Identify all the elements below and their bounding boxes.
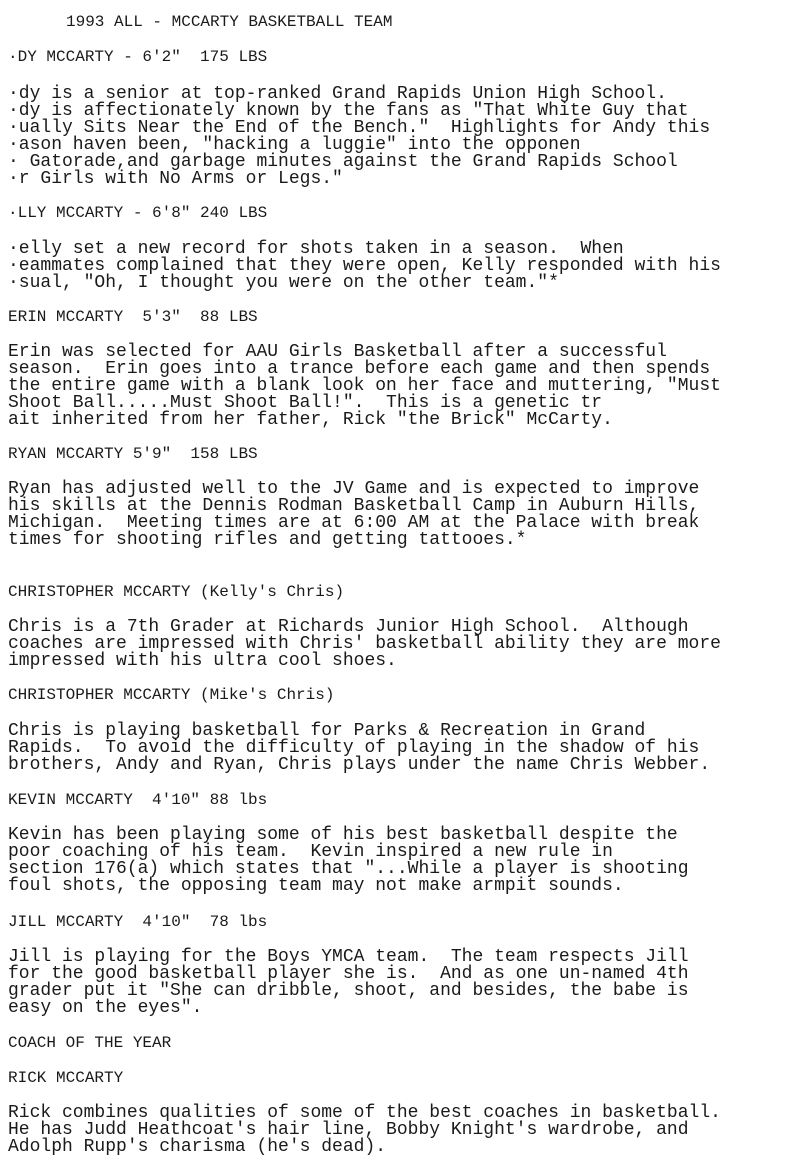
paragraph-line: ait inherited from her father, Rick "the Brick" McCarty. bbox=[8, 410, 613, 430]
paragraph-line: ·ason haven been, "hacking a luggie" into the opponen bbox=[8, 135, 581, 155]
paragraph-line: Chris is a 7th Grader at Richards Junior High School. Although bbox=[8, 617, 689, 637]
section-heading: RICK MCCARTY bbox=[8, 1069, 124, 1087]
paragraph-line: Erin was selected for AAU Girls Basketball after a successful bbox=[8, 342, 667, 362]
section-heading: ·DY MCCARTY - 6'2" 175 LBS bbox=[8, 48, 268, 66]
paragraph-line: poor coaching of his team. Kevin inspired a new rule in bbox=[8, 842, 613, 862]
paragraph-line: Rick combines qualities of some of the best coaches in basketball. bbox=[8, 1103, 721, 1123]
paragraph-line: ·dy is a senior at top-ranked Grand Rapids Union High School. bbox=[8, 84, 667, 104]
paragraph-line: the entire game with a blank look on her face and muttering, "Must bbox=[8, 376, 721, 396]
paragraph-line: grader put it "She can dribble, shoot, and besides, the babe is bbox=[8, 981, 689, 1001]
paragraph-line: for the good basketball player she is. And as one un-named 4th bbox=[8, 964, 689, 984]
paragraph-line: impressed with his ultra cool shoes. bbox=[8, 651, 397, 671]
paragraph-line: Chris is playing basketball for Parks & Recreation in Grand bbox=[8, 721, 646, 741]
paragraph-line: ·elly set a new record for shots taken in a season. When bbox=[8, 239, 624, 259]
paragraph-line: Michigan. Meeting times are at 6:00 AM at the Palace with break bbox=[8, 513, 700, 533]
paragraph-line: Rapids. To avoid the difficulty of playing in the shadow of his bbox=[8, 738, 700, 758]
paragraph-line: Ryan has adjusted well to the JV Game and is expected to improve bbox=[8, 479, 700, 499]
section-heading: CHRISTOPHER MCCARTY (Mike's Chris) bbox=[8, 686, 335, 704]
paragraph-line: · Gatorade,and garbage minutes against the Grand Rapids School bbox=[8, 152, 678, 172]
paragraph-line: Adolph Rupp's charisma (he's dead). bbox=[8, 1137, 387, 1157]
paragraph-line: section 176(a) which states that "...While a player is shooting bbox=[8, 859, 689, 879]
paragraph-line: easy on the eyes". bbox=[8, 998, 203, 1018]
paragraph-line: ·r Girls with No Arms or Legs." bbox=[8, 169, 343, 189]
section-heading: RYAN MCCARTY 5'9" 158 LBS bbox=[8, 445, 258, 463]
paragraph-line: season. Erin goes into a trance before each game and then spends bbox=[8, 359, 711, 379]
paragraph-line: ·sual, "Oh, I thought you were on the other team."* bbox=[8, 273, 559, 293]
section-heading: KEVIN MCCARTY 4'10" 88 lbs bbox=[8, 791, 268, 809]
section-heading: ·LLY MCCARTY - 6'8" 240 LBS bbox=[8, 204, 268, 222]
paragraph-line: coaches are impressed with Chris' basketball ability they are more bbox=[8, 634, 721, 654]
paragraph-line: ·dy is affectionately known by the fans as "That White Guy that bbox=[8, 101, 689, 121]
section-heading: JILL MCCARTY 4'10" 78 lbs bbox=[8, 913, 268, 931]
section-heading: ERIN MCCARTY 5'3" 88 LBS bbox=[8, 308, 258, 326]
paragraph-line: ·eammates complained that they were open, Kelly responded with his bbox=[8, 256, 721, 276]
paragraph-line: Jill is playing for the Boys YMCA team. The team respects Jill bbox=[8, 947, 689, 967]
paragraph-line: his skills at the Dennis Rodman Basketball Camp in Auburn Hills, bbox=[8, 496, 700, 516]
section-heading: COACH OF THE YEAR bbox=[8, 1034, 172, 1052]
document-title: 1993 ALL - MCCARTY BASKETBALL TEAM bbox=[66, 13, 393, 31]
paragraph-line: He has Judd Heathcoat's hair line, Bobby Knight's wardrobe, and bbox=[8, 1120, 689, 1140]
paragraph-line: brothers, Andy and Ryan, Chris plays under the name Chris Webber. bbox=[8, 755, 711, 775]
paragraph-line: Shoot Ball.....Must Shoot Ball!". This is a genetic tr bbox=[8, 393, 603, 413]
paragraph-line: Kevin has been playing some of his best basketball despite the bbox=[8, 825, 678, 845]
section-heading: CHRISTOPHER MCCARTY (Kelly's Chris) bbox=[8, 583, 345, 601]
paragraph-line: foul shots, the opposing team may not make armpit sounds. bbox=[8, 876, 624, 896]
paragraph-line: ·ually Sits Near the End of the Bench." Highlights for Andy this bbox=[8, 118, 711, 138]
paragraph-line: times for shooting rifles and getting tattooes.* bbox=[8, 530, 527, 550]
